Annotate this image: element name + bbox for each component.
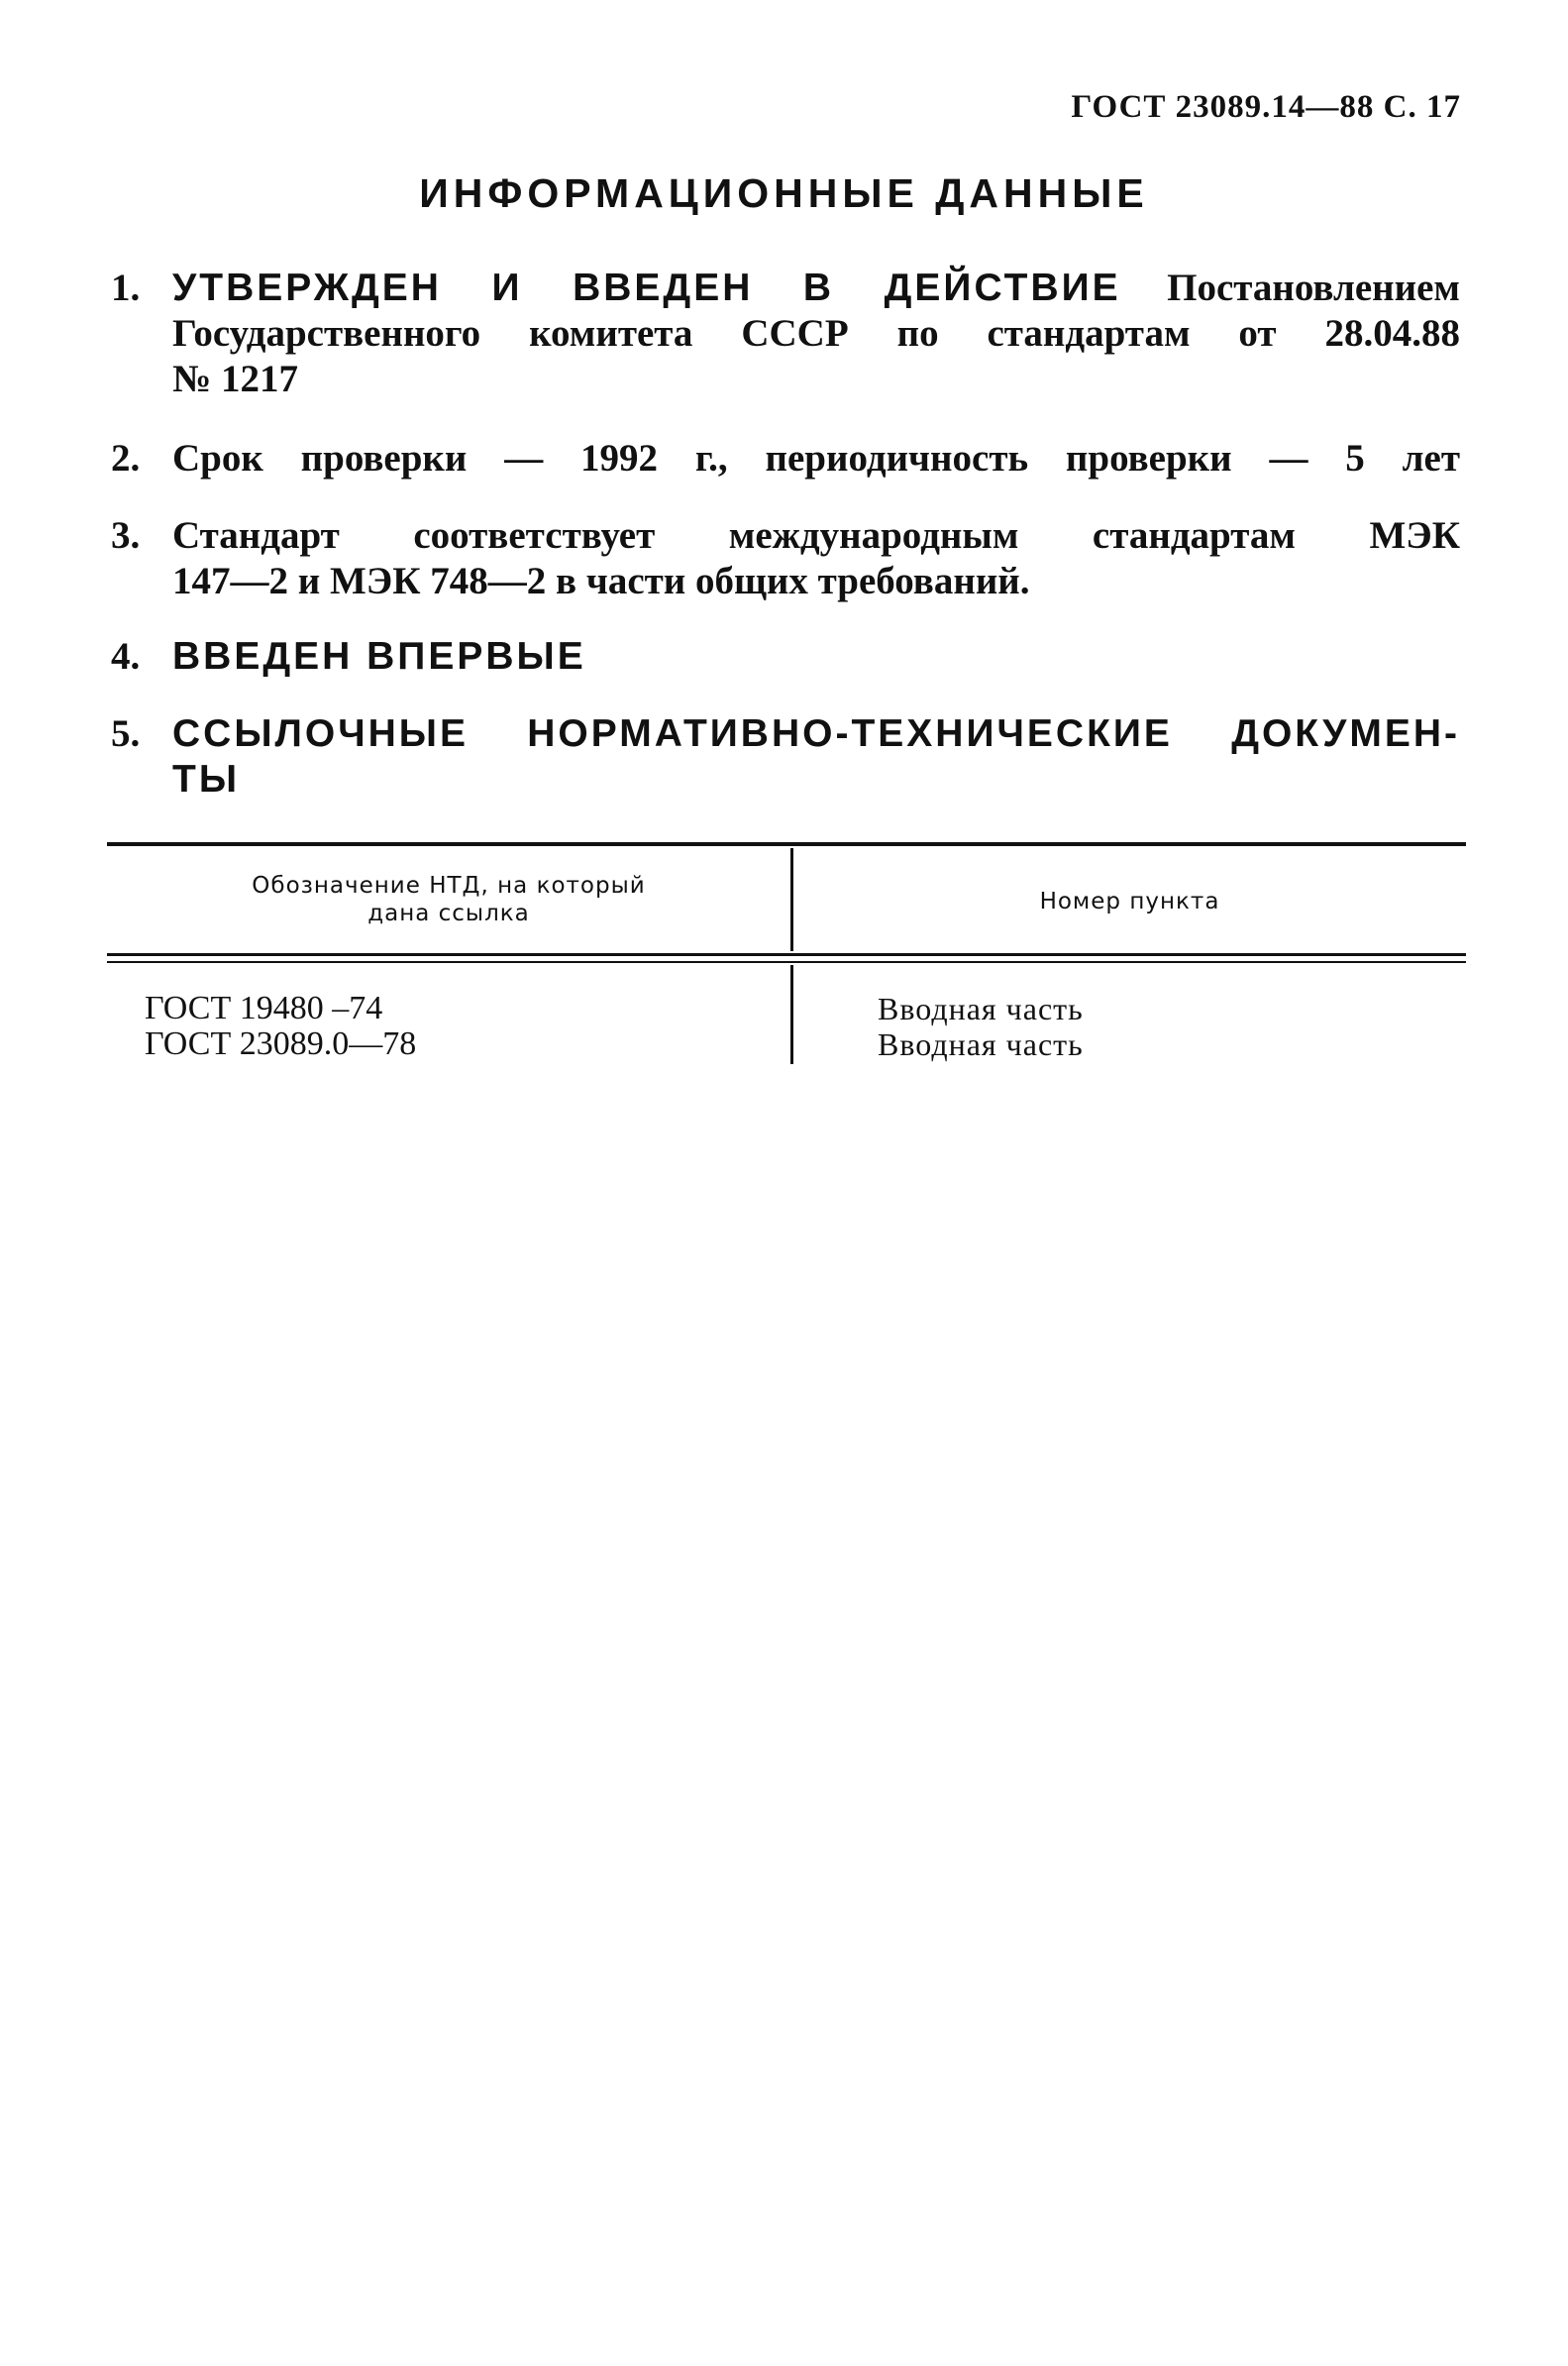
item-number: 2. [111,437,141,480]
column-divider [790,965,793,1064]
column-header-line: Обозначение НТД, на который [252,873,646,899]
reference-docs-line-1: ССЫЛОЧНЫЕ НОРМАТИВНО-ТЕХНИЧЕСКИЕ ДОКУМЕН- [172,712,1460,755]
page-title: ИНФОРМАЦИОННЫЕ ДАННЫЕ [419,170,1149,216]
compliance-line-2: 147—2 и МЭК 748—2 в части общих требований. [172,560,1030,602]
page-header: ГОСТ 23089.14—88 С. 17 [1071,89,1461,125]
reference-docs-table [107,842,1466,1070]
compliance-line-1: Стандарт соответствует международным стандартам МЭК [172,514,1460,557]
table-top-rule [107,842,1466,846]
table-cell-clause: Вводная часть [878,1026,1084,1062]
approval-caps-text: УТВЕРЖДЕН И ВВЕДЕН В ДЕЙСТВИЕ [172,267,1121,309]
item-number: 4. [111,635,141,678]
info-item-approval [111,266,1460,402]
review-period-text: Срок проверки — 1992 г., периодичность проверки — 5 лет [172,437,1460,480]
info-item-review-period [111,436,1460,482]
info-item-reference-docs [111,711,1460,803]
approval-number-line: № 1217 [172,358,298,400]
item-number: 3. [111,514,141,557]
table-cell-clause: Вводная часть [878,991,1084,1026]
column-header-clause-number [793,888,1466,915]
approval-text-rest: Постановлением [1167,267,1460,309]
column-header-ntd-reference [107,872,790,927]
ntd-reference-cells [145,991,416,1062]
column-header-line: дана ссылка [367,901,530,926]
clause-number-cells [878,991,1084,1062]
header-rule [107,953,1466,956]
column-header-line: Номер пункта [1039,889,1220,914]
info-item-compliance [111,513,1460,604]
reference-docs-line-2: ТЫ [172,758,241,801]
item-number: 1. [111,267,141,309]
table-cell-ref: ГОСТ 19480 –74 [145,990,383,1026]
header-rule [107,961,1466,963]
table-cell-ref: ГОСТ 23089.0—78 [145,1025,417,1062]
approval-committee-line: Государственного комитета СССР по стандартам от 28.04.88 [172,312,1460,355]
first-introduced-text: ВВЕДЕН ВПЕРВЫЕ [172,635,586,678]
item-line [172,266,1460,311]
info-item-first-introduced [111,634,1460,680]
item-number: 5. [111,712,141,755]
